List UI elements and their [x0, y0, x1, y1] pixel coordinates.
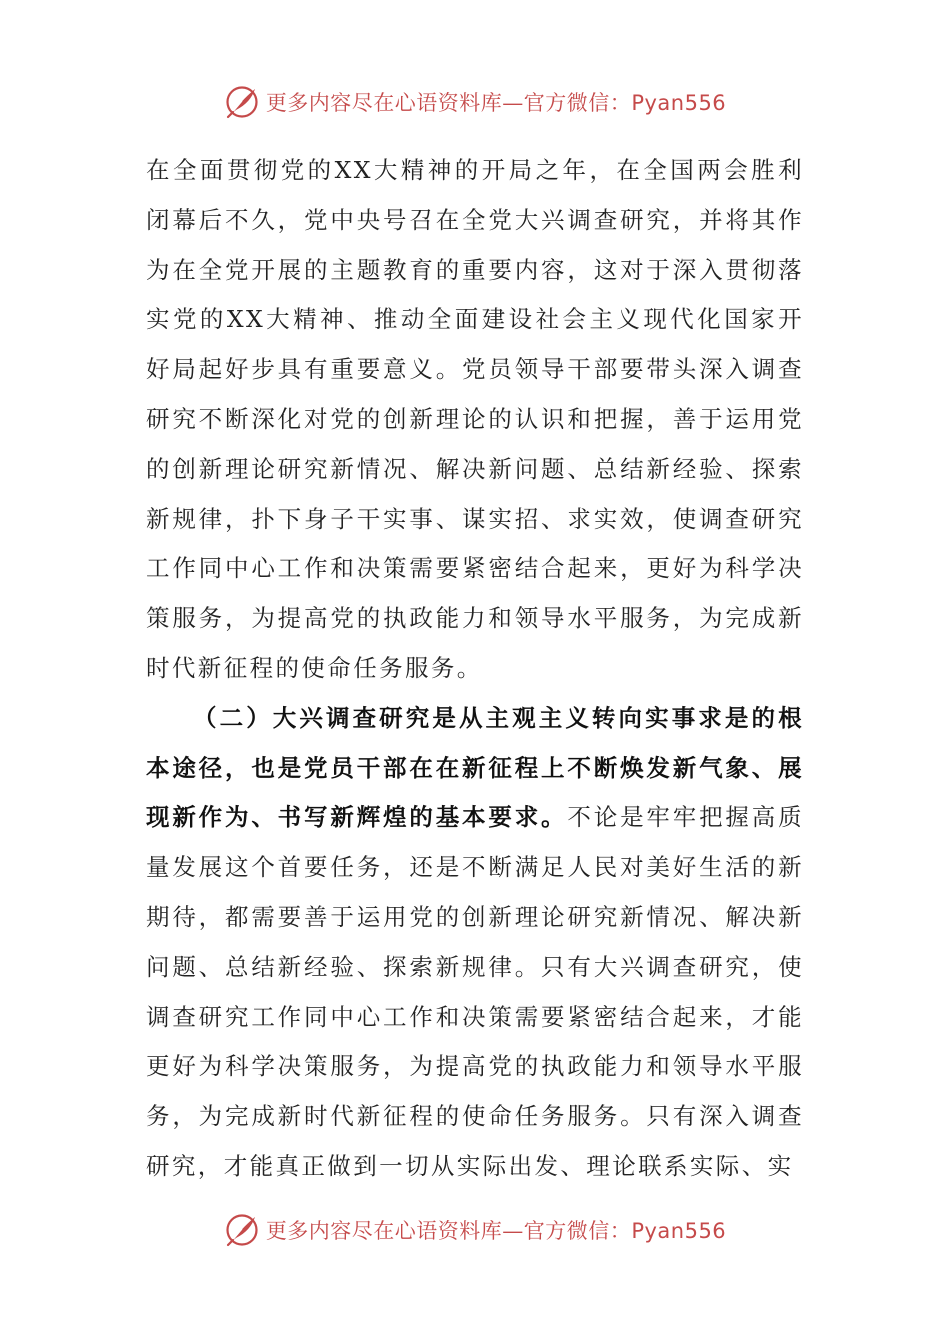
paragraph-2-heading: （二）大兴调查研究是从主观主义转向实事求是的根本途径，也是党员干部在在新征程上不断焕发新气象、展现新作为、书写新辉煌的基本要求。: [146, 703, 804, 832]
paragraph-2-body: 不论是牢牢把握高质量发展这个首要任务，还是不断满足人民对美好生活的新期待，都需要善于运用党的创新理论研究新情况、解决新问题、总结新经验、探索新规律。只有大兴调查研究，使调查研究工作同中心工作和决策需要紧密结合起来，才能更好为科学决策服务，为提高党的执政能力和领导水平服务，为完成新时代新征程的使命任务服务。只有深入调查研究，才能真正做到一切从实际出发、理论联系实际、实: [146, 803, 804, 1180]
watermark-handle: Pyan556: [631, 91, 727, 115]
paragraph-2: [146, 694, 804, 1192]
paragraph-1: 在全面贯彻党的XX大精神的开局之年，在全国两会胜利闭幕后不久，党中央号召在全党大兴调查研究，并将其作为在全党开展的主题教育的重要内容，这对于深入贯彻落实党的XX大精神、推动全面建设社会主义现代化国家开好局起好步具有重要意义。党员领导干部要带头深入调查研究不断深化对党的创新理论的认识和把握，善于运用党的创新理论研究新情况、解决新问题、总结新经验、探索新规律，扑下身子干实事、谋实招、求实效，使调查研究工作同中心工作和决策需要紧密结合起来，更好为科学决策服务，为提高党的执政能力和领导水平服务，为完成新时代新征程的使命任务服务。: [146, 156, 804, 682]
watermark-header: [0, 80, 950, 124]
watermark-text: 更多内容尽在心语资料库—官方微信：Pyan556: [265, 1219, 727, 1243]
watermark-footer: [0, 1208, 950, 1252]
watermark-text: 更多内容尽在心语资料库—官方微信：Pyan556: [265, 91, 727, 115]
quill-pen-circle-icon: [224, 84, 260, 120]
quill-pen-circle-icon: [224, 1212, 260, 1248]
document-body: [146, 146, 804, 1192]
watermark-handle: Pyan556: [631, 1219, 727, 1243]
